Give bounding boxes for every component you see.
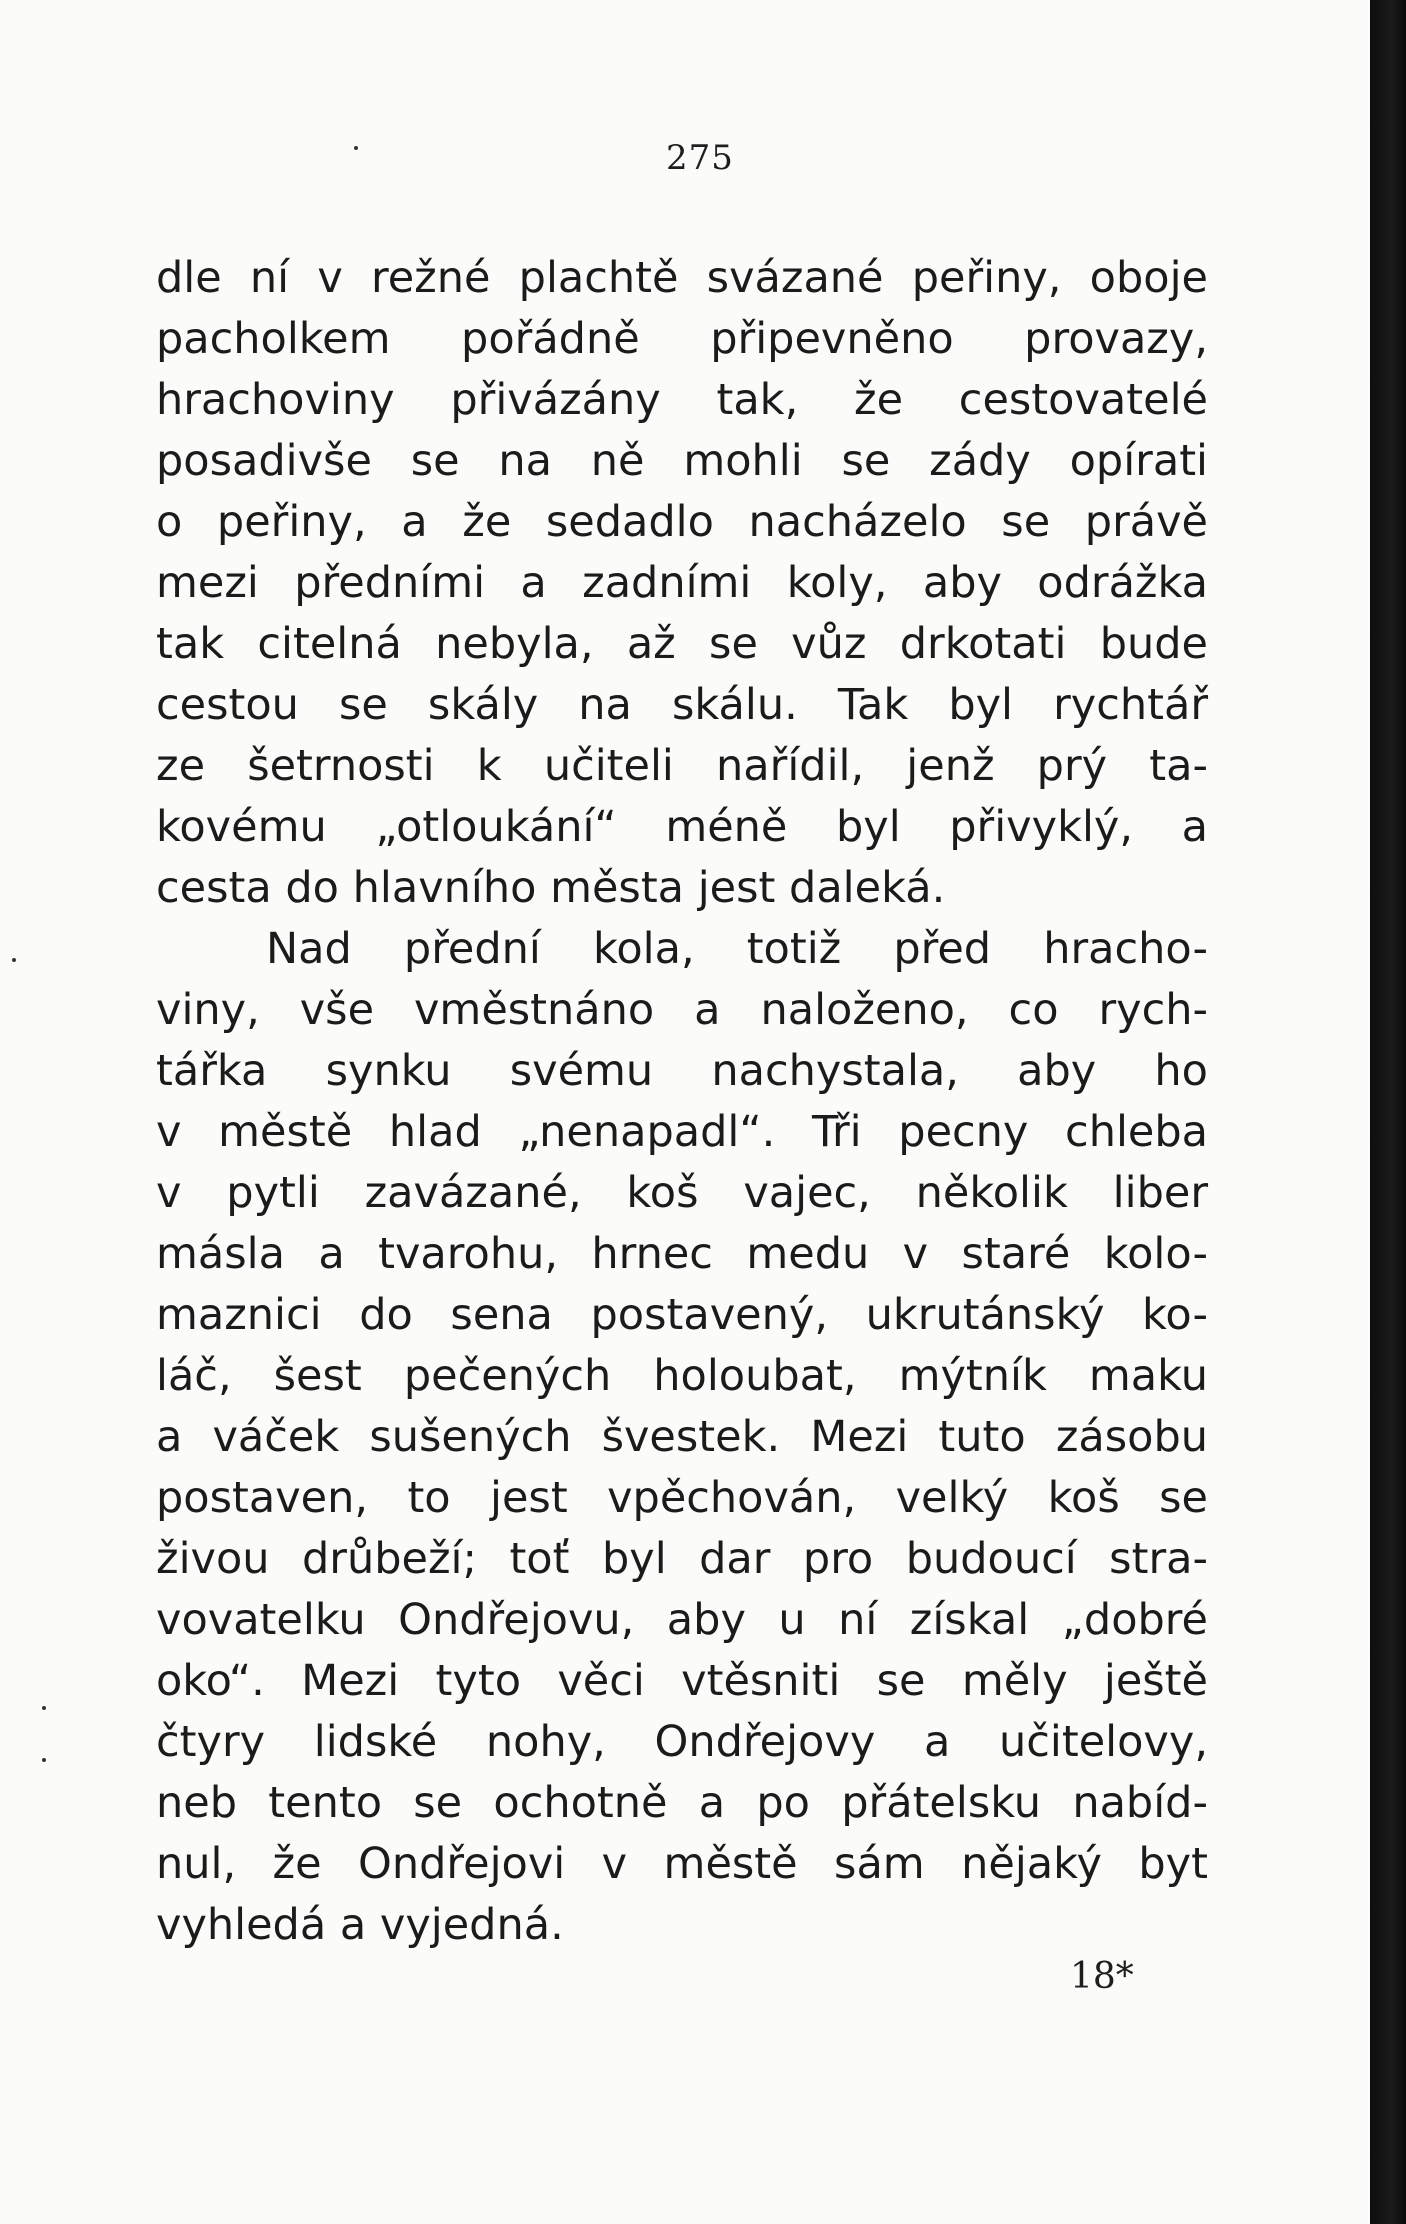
text-line: čtyry lidské nohy, Ondřejovy a učitelovy,	[156, 1717, 1208, 1767]
signature-mark: 18*	[1070, 1956, 1134, 1997]
text-line: ze šetrnosti k učiteli nařídil, jenž prý ta-	[156, 741, 1208, 791]
text-line: pacholkem pořádně připevněno provazy,	[156, 314, 1208, 364]
text-line: o peřiny, a že sedadlo nacházelo se právě	[156, 497, 1208, 547]
text-line: maznici do sena postavený, ukrutánský ko-	[156, 1290, 1208, 1340]
text-line: tak citelná nebyla, až se vůz drkotati bude	[156, 619, 1208, 669]
text-line: másla a tvarohu, hrnec medu v staré kolo-	[156, 1229, 1208, 1279]
text-line: a váček sušených švestek. Mezi tuto zásobu	[156, 1412, 1208, 1462]
text-line: v pytli zavázané, koš vajec, několik liber	[156, 1168, 1208, 1218]
text-line: postaven, to jest vpěchován, velký koš se	[156, 1473, 1208, 1523]
text-line: tářka synku svému nachystala, aby ho	[156, 1046, 1208, 1096]
print-speck	[12, 958, 16, 962]
print-speck	[42, 1758, 46, 1762]
text-line: oko“. Mezi tyto věci vtěsniti se měly ještě	[156, 1656, 1208, 1706]
page-number: 275	[666, 138, 734, 178]
text-line: dle ní v režné plachtě svázané peřiny, oboje	[156, 253, 1208, 303]
text-line: neb tento se ochotně a po přátelsku nabíd-	[156, 1778, 1208, 1828]
text-line: láč, šest pečených holoubat, mýtník maku	[156, 1351, 1208, 1401]
text-line: viny, vše vměstnáno a naloženo, co rych-	[156, 985, 1208, 1035]
page-edge-shadow	[1370, 0, 1406, 2224]
text-line: vyhledá a vyjedná.	[156, 1900, 564, 1950]
body-text	[156, 248, 1208, 1956]
text-line: hrachoviny přivázány tak, že cestovatelé	[156, 375, 1208, 425]
text-line: živou drůbeží; toť byl dar pro budoucí stra-	[156, 1534, 1208, 1584]
text-line: Nad přední kola, totiž před hracho-	[266, 924, 1208, 974]
text-line: v městě hlad „nenapadl“. Tři pecny chleba	[156, 1107, 1208, 1157]
print-speck	[354, 146, 358, 150]
text-line: posadivše se na ně mohli se zády opírati	[156, 436, 1208, 486]
text-line: mezi předními a zadními koly, aby odrážka	[156, 558, 1208, 608]
text-line: vovatelku Ondřejovu, aby u ní získal „dobré	[156, 1595, 1208, 1645]
text-line: nul, že Ondřejovi v městě sám nějaký byt	[156, 1839, 1208, 1889]
text-line: cestou se skály na skálu. Tak byl rychtář	[156, 680, 1208, 730]
print-speck	[42, 1706, 46, 1710]
text-line: kovému „otloukání“ méně byl přivyklý, a	[156, 802, 1208, 852]
text-line: cesta do hlavního města jest daleká.	[156, 863, 946, 913]
